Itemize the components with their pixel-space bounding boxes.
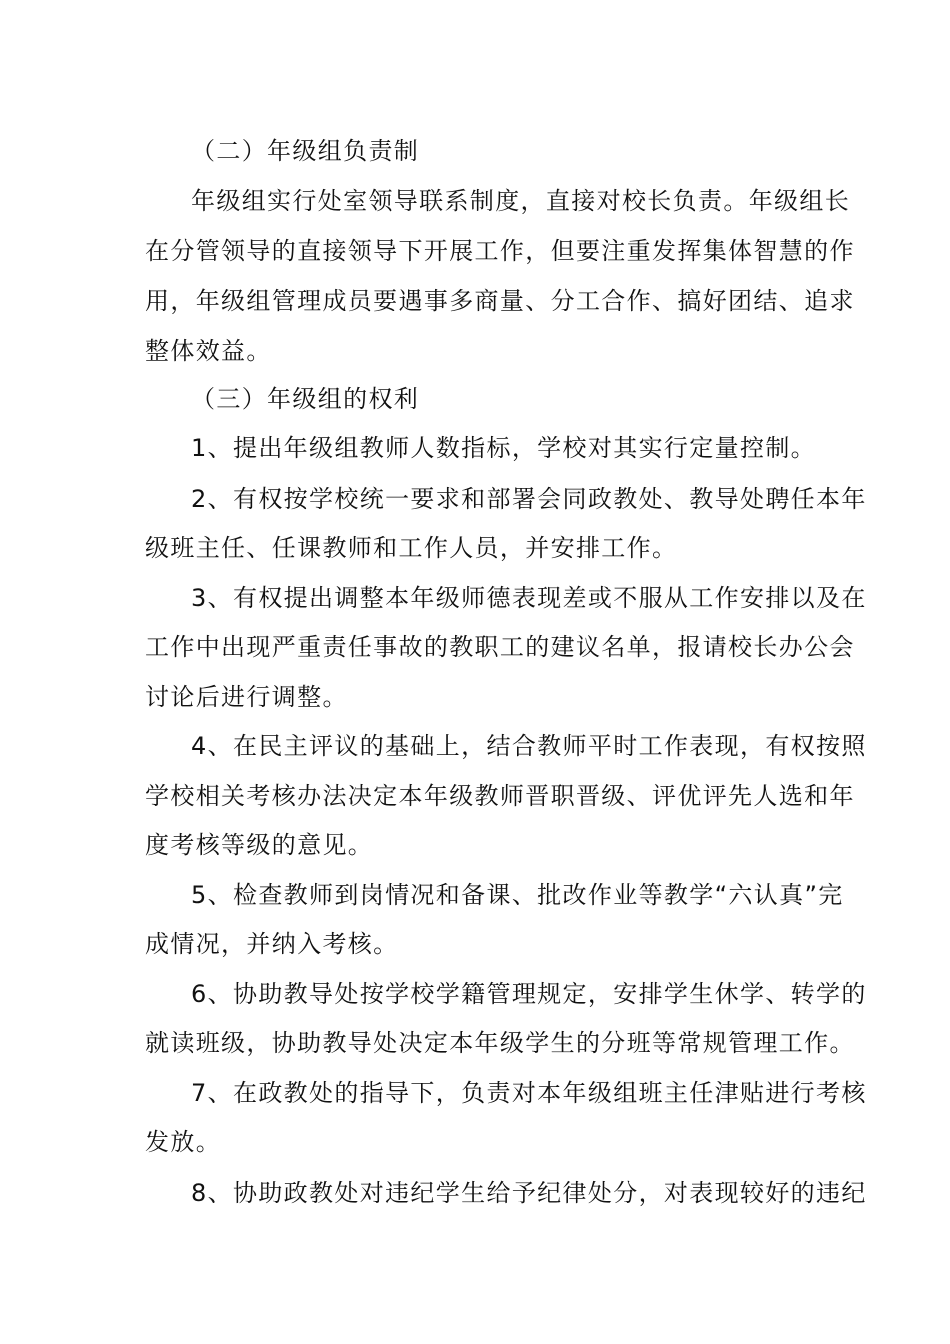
- list-item-line: 就读班级，协助教导处决定本年级学生的分班等常规管理工作。: [145, 1029, 855, 1057]
- list-item-line: 6、协助教导处按学校学籍管理规定，安排学生休学、转学的: [191, 980, 867, 1008]
- paragraph-line: 在分管领导的直接领导下开展工作，但要注重发挥集体智慧的作: [145, 237, 855, 265]
- list-item-line: 讨论后进行调整。: [145, 683, 348, 711]
- list-item-line: 3、有权提出调整本年级师德表现差或不服从工作安排以及在: [191, 584, 867, 612]
- list-item-line: 1、提出年级组教师人数指标，学校对其实行定量控制。: [191, 434, 817, 462]
- paragraph-line: 用，年级组管理成员要遇事多商量、分工合作、搞好团结、追求: [145, 287, 855, 315]
- list-item-line: 成情况，并纳入考核。: [145, 930, 399, 958]
- paragraph-line: 整体效益。: [145, 337, 272, 365]
- section-heading-2: （二）年级组负责制: [191, 137, 420, 165]
- list-item-line: 级班主任、任课教师和工作人员，并安排工作。: [145, 534, 678, 562]
- list-item-line: 学校相关考核办法决定本年级教师晋职晋级、评优评先人选和年: [145, 782, 855, 810]
- list-item-line: 度考核等级的意见。: [145, 831, 374, 859]
- list-item-line: 2、有权按学校统一要求和部署会同政教处、教导处聘任本年: [191, 485, 867, 513]
- list-item-line: 5、检查教师到岗情况和备课、批改作业等教学“六认真”完: [191, 881, 844, 909]
- paragraph-line: 年级组实行处室领导联系制度，直接对校长负责。年级组长: [191, 187, 851, 215]
- list-item-line: 工作中出现严重责任事故的教职工的建议名单，报请校长办公会: [145, 633, 855, 661]
- list-item-line: 7、在政教处的指导下，负责对本年级组班主任津贴进行考核: [191, 1079, 867, 1107]
- list-item-line: 8、协助政教处对违纪学生给予纪律处分，对表现较好的违纪: [191, 1179, 867, 1207]
- list-item-line: 发放。: [145, 1128, 222, 1156]
- section-heading-3: （三）年级组的权利: [191, 385, 420, 413]
- list-item-line: 4、在民主评议的基础上，结合教师平时工作表现，有权按照: [191, 732, 867, 760]
